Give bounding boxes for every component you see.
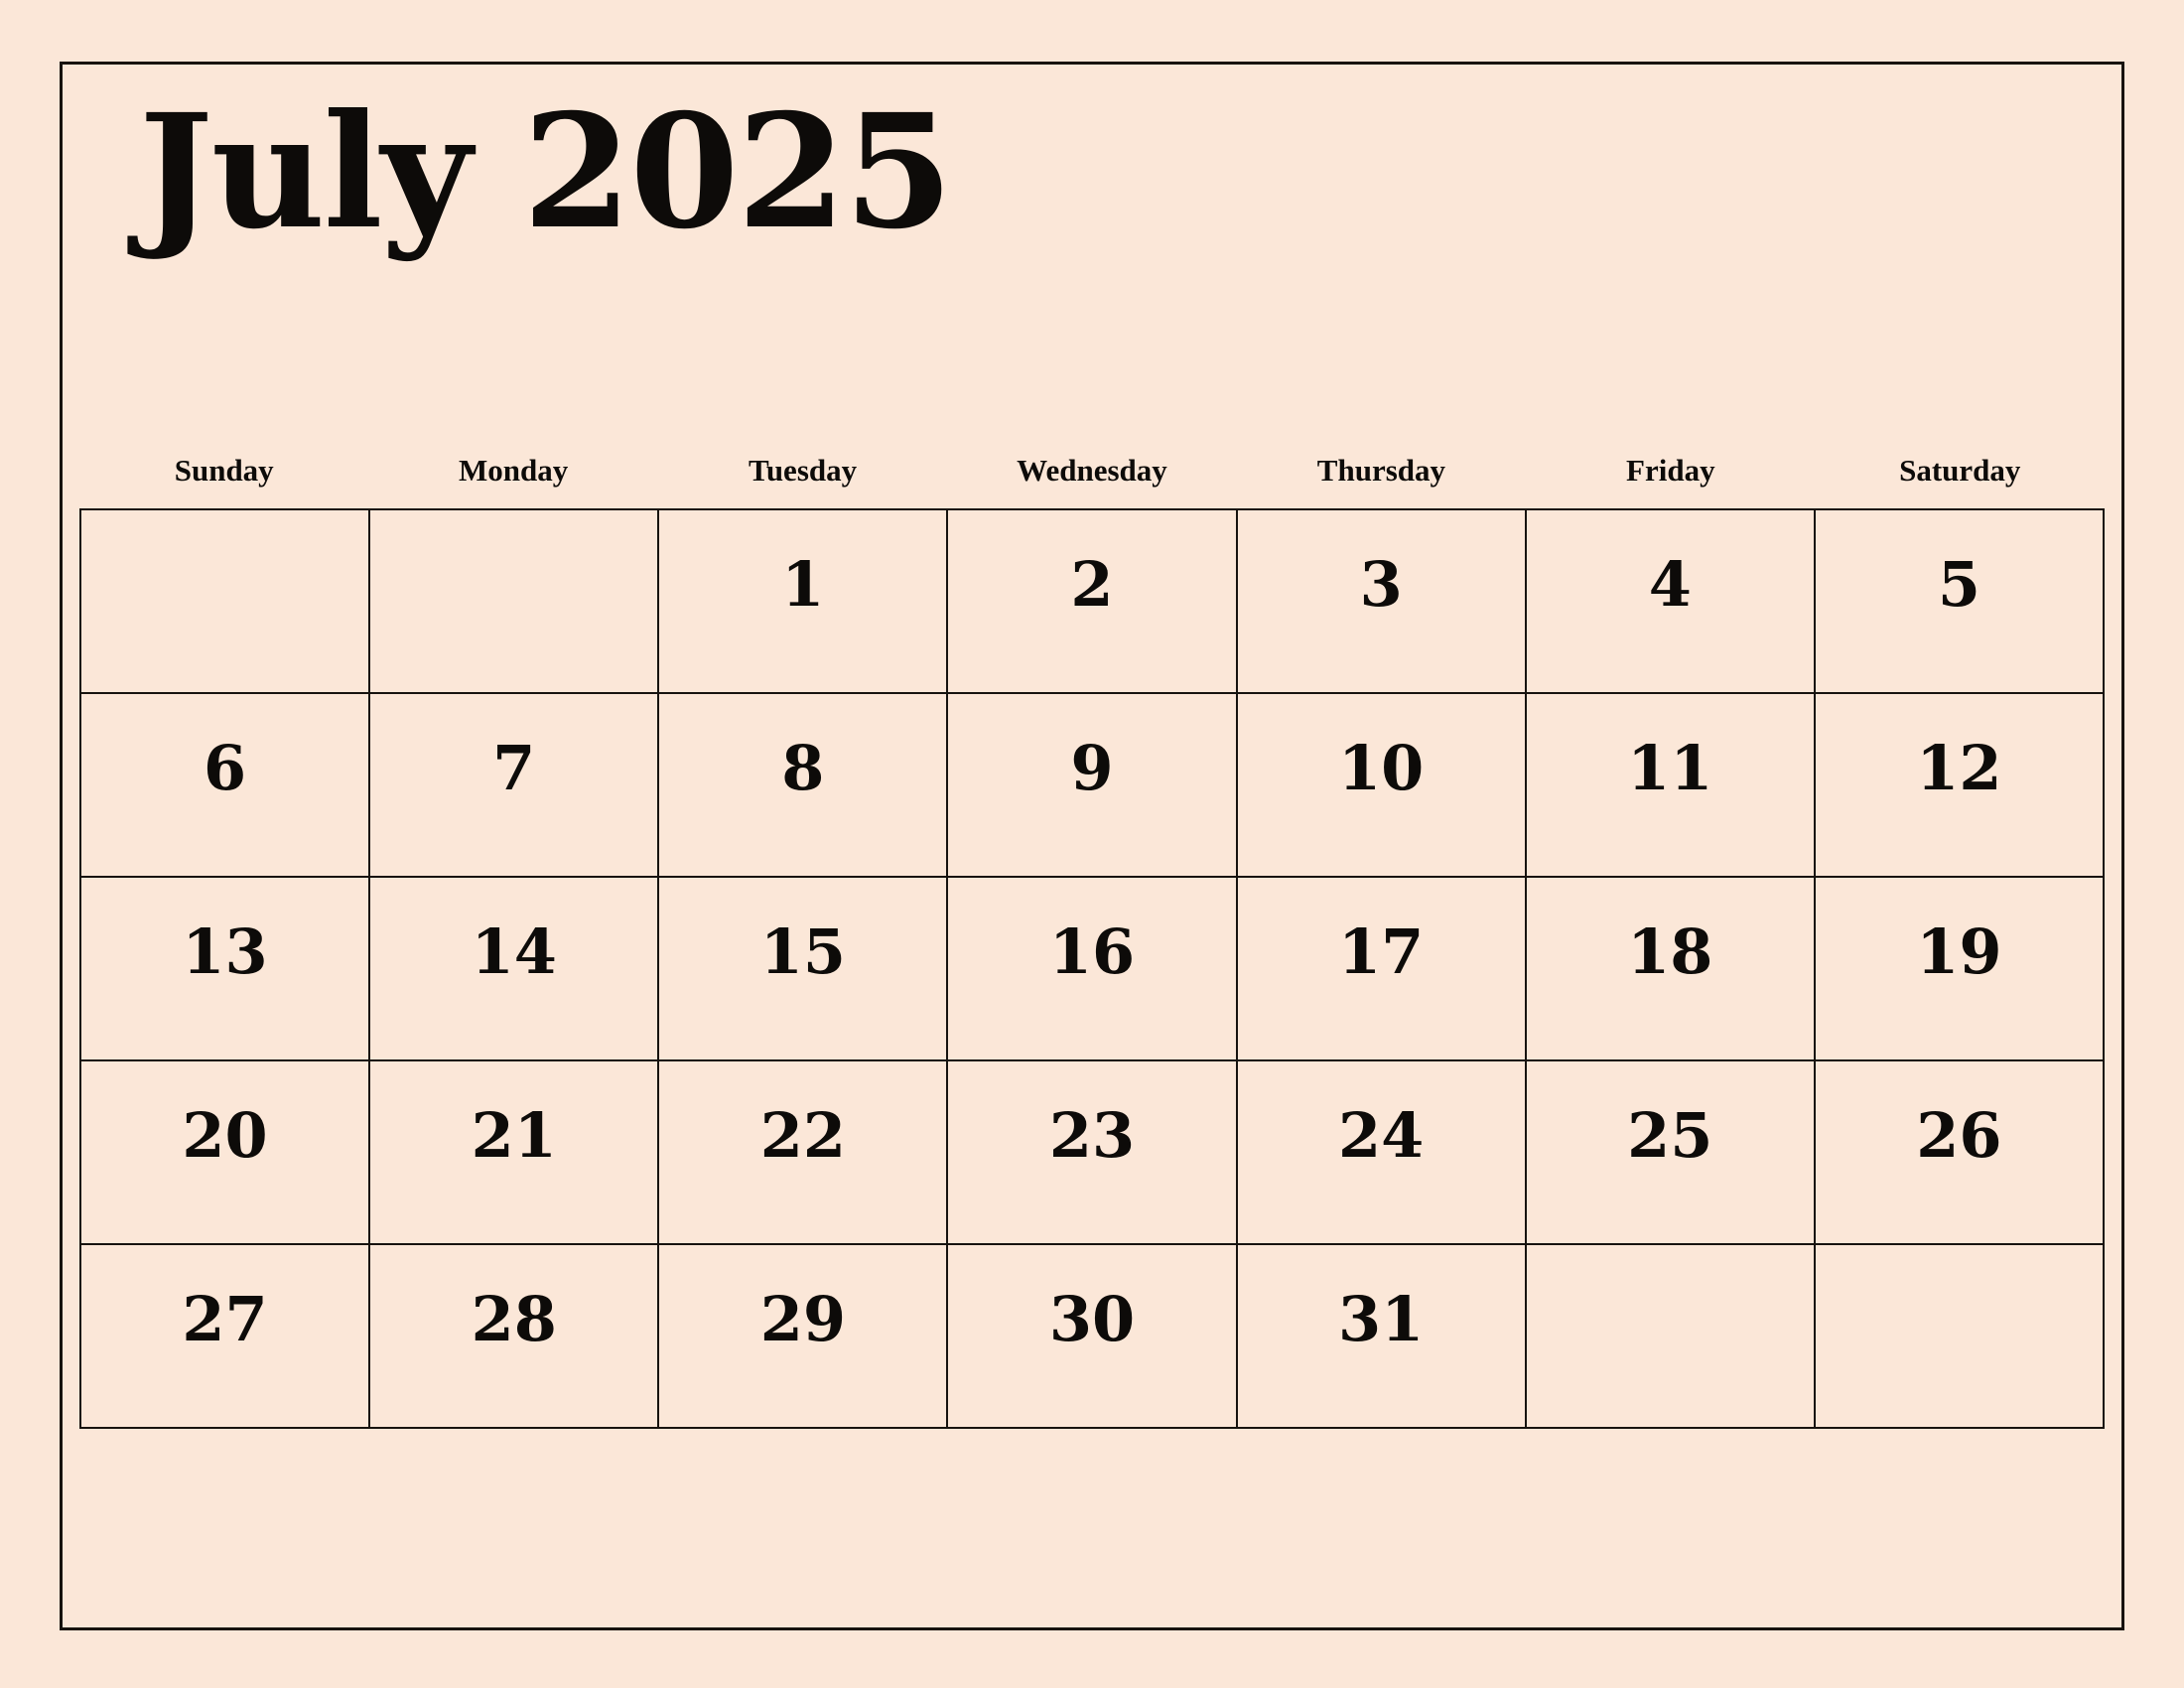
day-cell[interactable] [370, 510, 659, 694]
weekday-saturday: Saturday [1899, 453, 2021, 488]
day-number: 2 [1070, 548, 1114, 621]
day-cell[interactable] [659, 510, 948, 694]
calendar-grid [79, 437, 2105, 1429]
day-cell[interactable] [948, 1245, 1237, 1429]
day-cell[interactable] [1816, 878, 2105, 1061]
day-cell[interactable] [948, 1061, 1237, 1245]
day-number: 12 [1916, 732, 2002, 804]
weekday-monday: Monday [459, 453, 569, 488]
week-row [81, 510, 2105, 694]
day-cell[interactable] [1238, 1061, 1527, 1245]
day-number: 18 [1627, 915, 1713, 988]
day-cell[interactable] [659, 878, 948, 1061]
day-number: 10 [1337, 732, 1425, 804]
page-title: July 2025 [139, 80, 952, 264]
day-cell[interactable] [370, 1061, 659, 1245]
day-number: 3 [1359, 548, 1403, 621]
day-number: 22 [759, 1099, 846, 1172]
day-cell[interactable] [370, 1245, 659, 1429]
day-cell[interactable] [659, 1061, 948, 1245]
weekday-sunday: Sunday [174, 453, 274, 488]
day-cell[interactable] [1816, 510, 2105, 694]
day-cell[interactable] [1527, 1061, 1816, 1245]
day-cell[interactable] [1238, 694, 1527, 878]
day-number: 5 [1937, 548, 1980, 621]
day-cell[interactable] [81, 694, 370, 878]
day-cell[interactable] [659, 694, 948, 878]
day-number: 1 [781, 548, 825, 621]
week-row [81, 1245, 2105, 1429]
day-cell[interactable] [948, 694, 1237, 878]
weekday-friday: Friday [1626, 453, 1715, 488]
day-number: 9 [1070, 732, 1114, 804]
day-cell[interactable] [370, 878, 659, 1061]
weeks-container [79, 508, 2105, 1429]
day-number: 23 [1048, 1099, 1136, 1172]
day-cell[interactable] [1527, 694, 1816, 878]
week-row [81, 878, 2105, 1061]
week-row [81, 1061, 2105, 1245]
day-cell[interactable] [81, 510, 370, 694]
day-cell[interactable] [1527, 1245, 1816, 1429]
weekday-header-row [79, 437, 2105, 496]
day-number: 25 [1627, 1099, 1713, 1172]
day-cell[interactable] [1816, 1061, 2105, 1245]
day-number: 20 [182, 1099, 268, 1172]
day-cell[interactable] [1527, 878, 1816, 1061]
day-number: 19 [1916, 915, 2002, 988]
day-number: 14 [471, 915, 557, 988]
day-cell[interactable] [1816, 694, 2105, 878]
day-number: 7 [492, 732, 536, 804]
day-cell[interactable] [1816, 1245, 2105, 1429]
day-cell[interactable] [948, 510, 1237, 694]
day-number: 16 [1048, 915, 1136, 988]
day-cell[interactable] [81, 878, 370, 1061]
day-number: 29 [759, 1283, 846, 1355]
day-number: 6 [204, 732, 247, 804]
day-number: 31 [1337, 1283, 1425, 1355]
day-cell[interactable] [81, 1245, 370, 1429]
day-number: 28 [471, 1283, 557, 1355]
day-number: 8 [781, 732, 825, 804]
day-cell[interactable] [370, 694, 659, 878]
day-cell[interactable] [1238, 1245, 1527, 1429]
weekday-thursday: Thursday [1316, 453, 1446, 488]
day-cell[interactable] [659, 1245, 948, 1429]
day-number: 30 [1048, 1283, 1136, 1355]
weekday-tuesday: Tuesday [748, 453, 858, 488]
day-number: 11 [1627, 732, 1713, 804]
day-cell[interactable] [1527, 510, 1816, 694]
day-cell[interactable] [1238, 878, 1527, 1061]
day-cell[interactable] [1238, 510, 1527, 694]
day-number: 4 [1648, 548, 1692, 621]
day-number: 17 [1337, 915, 1425, 988]
week-row [81, 694, 2105, 878]
day-number: 27 [182, 1283, 268, 1355]
day-number: 26 [1916, 1099, 2002, 1172]
day-number: 21 [471, 1099, 557, 1172]
day-number: 13 [182, 915, 268, 988]
weekday-wednesday: Wednesday [1017, 453, 1167, 488]
day-number: 24 [1337, 1099, 1425, 1172]
day-cell[interactable] [948, 878, 1237, 1061]
day-number: 15 [759, 915, 846, 988]
day-cell[interactable] [81, 1061, 370, 1245]
